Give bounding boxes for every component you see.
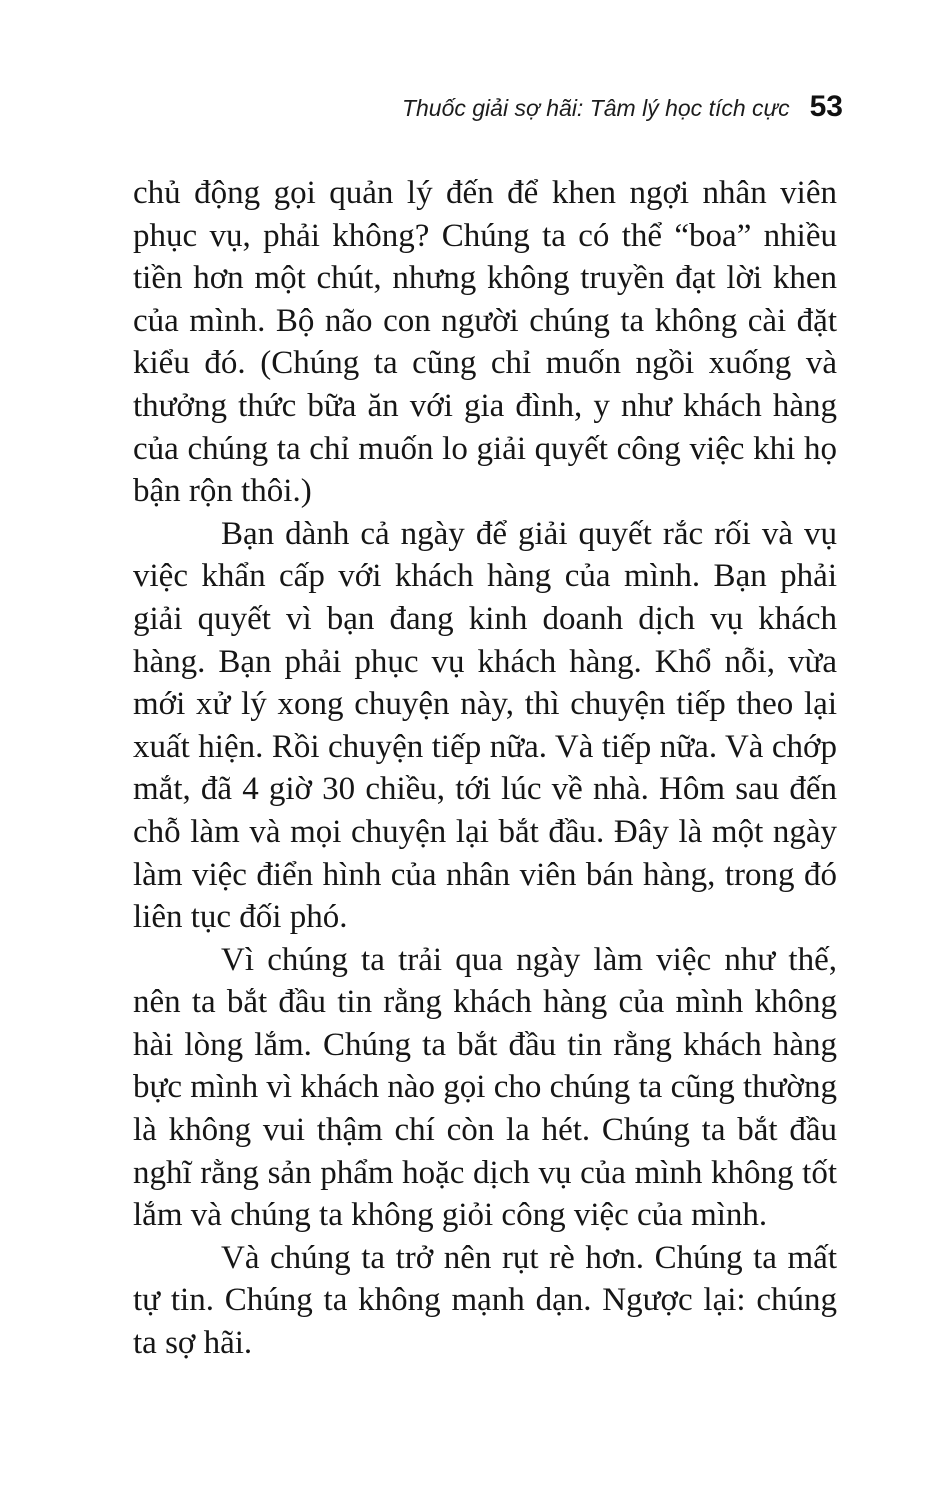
running-title: Thuốc giải sợ hãi: Tâm lý học tích cực [401, 95, 790, 121]
running-header [133, 90, 843, 124]
page-number: 53 [809, 90, 843, 123]
body-text [133, 172, 837, 1365]
paragraph: Vì chúng ta trải qua ngày làm việc như thế, nên ta bắt đầu tin rằng khách hàng của mình không hài lòng lắm. Chúng ta bắt đầu tin rằng khách hàng bực mình vì khách nào gọi cho chúng ta cũng thường là không vui thậm chí còn la hét. Chúng ta bắt đầu nghĩ rằng sản phẩm hoặc dịch vụ của mình không tốt lắm và chúng ta không giỏi công việc của mình. [133, 941, 837, 1234]
paragraph: Và chúng ta trở nên rụt rè hơn. Chúng ta mất tự tin. Chúng ta không mạnh dạn. Ngược lại: chúng ta sợ hãi. [133, 1239, 837, 1362]
paragraph: Bạn dành cả ngày để giải quyết rắc rối và vụ việc khẩn cấp với khách hàng của mình. Bạn phải giải quyết vì bạn đang kinh doanh dịch vụ khách hàng. Bạn phải phục vụ khách hàng. Khổ nỗi, vừa mới xử lý xong chuyện này, thì chuyện tiếp theo lại xuất hiện. Rồi chuyện tiếp nữa. Và tiếp nữa. Và chớp mắt, đã 4 giờ 30 chiều, tới lúc về nhà. Hôm sau đến chỗ làm và mọi chuyện lại bắt đầu. Đây là một ngày làm việc điển hình của nhân viên bán hàng, trong đó liên tục đối phó. [133, 515, 837, 936]
paragraph: chủ động gọi quản lý đến để khen ngợi nhân viên phục vụ, phải không? Chúng ta có thể “boa” nhiều tiền hơn một chút, nhưng không truyền đạt lời khen của mình. Bộ não con người chúng ta không cài đặt kiểu đó. (Chúng ta cũng chỉ muốn ngồi xuống và thưởng thức bữa ăn với gia đình, y như khách hàng của chúng ta chỉ muốn lo giải quyết công việc khi họ bận rộn thôi.) [133, 175, 837, 510]
